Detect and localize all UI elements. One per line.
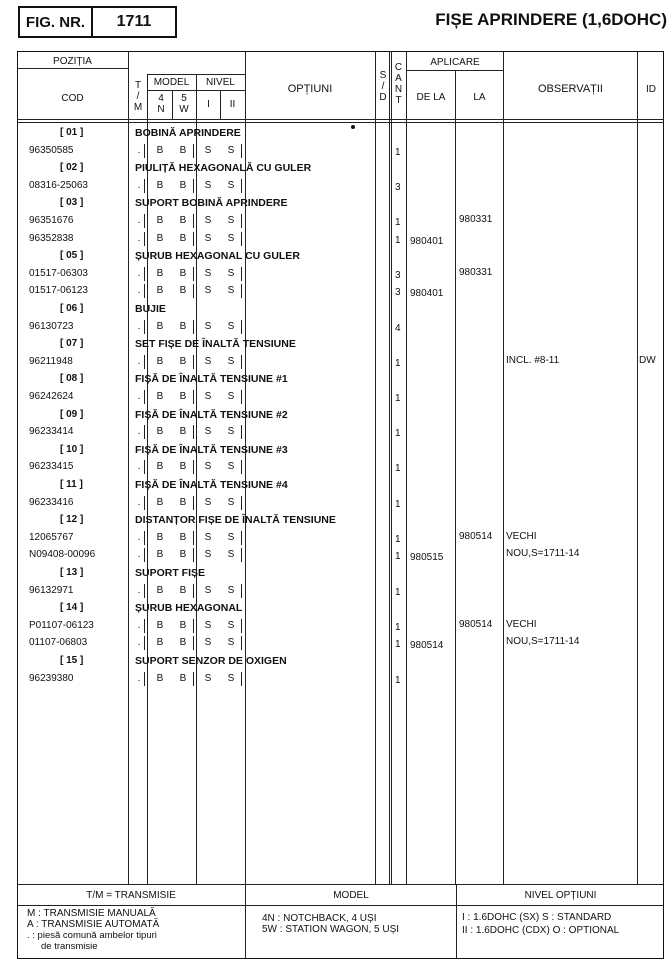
row-divider [241,496,242,510]
section-title: DISTANȚOR FIȘE DE ÎNALTĂ TENSIUNE [135,514,336,526]
section-title: BOBINĂ APRINDERE [135,127,241,139]
row-divider [241,425,242,439]
header-model-4n [150,93,172,115]
header-observatii: OBSERVAȚII [537,83,603,95]
part-code: 96242624 [29,391,74,402]
header-la: LA [473,92,486,103]
row-divider [241,144,242,158]
row-divider [193,672,194,686]
applies-to: 980331 [459,267,493,278]
model-5w-mark: B [179,461,187,472]
nivel-1-mark: S [204,549,212,560]
row-divider [193,619,194,633]
row-divider [193,390,194,404]
scan-dot [351,125,355,129]
model-4n-mark: B [156,145,164,156]
applies-from: 980401 [410,288,444,299]
quantity: 1 [395,622,401,633]
header-tm-slash: / [136,91,140,102]
nivel-1-mark: S [204,268,212,279]
part-code: 01107-06803 [29,637,88,648]
vline-sd-double [389,51,390,884]
header-nivel-2: II [229,99,236,110]
row-divider [193,320,194,334]
tm-mark: . [137,532,141,543]
hline-model-sub [147,90,245,91]
quantity: 1 [395,147,401,158]
quantity: 1 [395,675,401,686]
part-code: N09408-00096 [29,549,96,560]
position-number: [ 03 ] [60,197,84,208]
part-code: 96352838 [29,233,74,244]
row-divider [241,232,242,246]
tm-mark: . [137,215,141,226]
nivel-1-mark: S [204,673,212,684]
model-5w-mark: B [179,285,187,296]
applies-from: 980401 [410,236,444,247]
hline-model-nivel [147,74,245,75]
quantity: 3 [395,182,401,193]
section-title: FIȘĂ DE ÎNALTĂ TENSIUNE #3 [135,444,288,456]
legend-tm-line-1: M : TRANSMISIE MANUALĂ [27,908,156,919]
tm-mark: . [137,620,141,631]
part-code: 96233414 [29,426,74,437]
nivel-1-mark: S [204,285,212,296]
tm-mark: . [137,497,141,508]
legend-model-title: MODEL [333,890,369,901]
nivel-2-mark: S [227,215,235,226]
model-5w-mark: B [179,637,187,648]
nivel-1-mark: S [204,585,212,596]
tm-mark: . [137,356,141,367]
row-divider [241,179,242,193]
position-number: [ 08 ] [60,373,84,384]
section-title: BUJIE [135,303,166,315]
applies-to: 980331 [459,214,493,225]
nivel-2-mark: S [227,532,235,543]
row-divider [193,284,194,298]
nivel-2-mark: S [227,233,235,244]
vline-observatii-left [503,51,504,884]
observation: NOU,S=1711-14 [506,636,580,647]
position-number: [ 14 ] [60,602,84,613]
position-number: [ 12 ] [60,514,84,525]
quantity: 1 [395,499,401,510]
quantity: 4 [395,323,401,334]
tm-mark: . [137,233,141,244]
model-5w-mark: B [179,145,187,156]
fig-number: 1711 [116,13,152,30]
nivel-2-mark: S [227,356,235,367]
model-4n-mark: B [156,356,164,367]
row-divider [193,584,194,598]
model-4n-mark: B [156,673,164,684]
parts-table-frame [17,51,664,959]
row-divider [144,267,145,281]
model-4n-mark: B [156,321,164,332]
id-code: DW [639,355,656,366]
model-4n-mark: B [156,426,164,437]
legend-nivel-line-1: I : 1.6DOHC (SX) S : STANDARD [462,912,612,923]
row-divider [241,672,242,686]
part-code: 12065767 [29,532,74,543]
nivel-2-mark: S [227,585,235,596]
quantity: 3 [395,287,401,298]
header-cant-n: N [394,84,403,95]
row-divider [144,355,145,369]
nivel-1-mark: S [204,497,212,508]
legend-model-line-2: 5W : STATION WAGON, 5 UȘI [262,924,400,935]
model-4n-mark: B [156,637,164,648]
model-5w-mark: B [179,497,187,508]
hline-aplicare [406,70,503,71]
row-divider [241,636,242,650]
position-number: [ 05 ] [60,250,84,261]
section-title: ȘURUB HEXAGONAL CU GULER [135,250,300,262]
header-tm [131,80,145,113]
row-divider [241,460,242,474]
position-number: [ 13 ] [60,567,84,578]
row-divider [241,284,242,298]
header-cant-a: A [395,73,402,84]
row-divider [193,496,194,510]
applies-from: 980515 [410,552,444,563]
applies-from: 980514 [410,640,444,651]
row-divider [144,619,145,633]
legend-tm-line-4: de transmisie [41,941,98,952]
observation: NOU,S=1711-14 [506,548,580,559]
model-5w-mark: B [179,180,187,191]
row-divider [241,584,242,598]
row-divider [144,144,145,158]
model-5w-mark: B [179,356,187,367]
part-code: 96233415 [29,461,74,472]
position-number: [ 01 ] [60,127,84,138]
hline-header-bottom-2 [17,122,664,123]
quantity: 1 [395,551,401,562]
header-model-5w [173,93,195,115]
quantity: 3 [395,270,401,281]
quantity: 1 [395,217,401,228]
fig-number-box [91,6,177,38]
tm-mark: . [137,285,141,296]
vline-optiuni [245,51,246,884]
nivel-2-mark: S [227,673,235,684]
vline-id-left [637,51,638,884]
header-nivel: NIVEL [206,77,235,88]
model-5w-mark: B [179,268,187,279]
row-divider [193,214,194,228]
row-divider [144,672,145,686]
tm-mark: . [137,637,141,648]
vline-cant-left [391,51,392,884]
nivel-2-mark: S [227,620,235,631]
quantity: 1 [395,358,401,369]
row-divider [144,214,145,228]
header-cod: COD [61,93,84,104]
nivel-2-mark: S [227,285,235,296]
row-divider [144,390,145,404]
nivel-1-mark: S [204,180,212,191]
quantity: 1 [395,639,401,650]
legend-tm-title: T/M = TRANSMISIE [86,890,176,901]
header-aplicare: APLICARE [430,57,480,68]
applies-to: 980514 [459,531,493,542]
page-title: FIȘE APRINDERE (1,6DOHC) [435,10,667,29]
nivel-2-mark: S [227,426,235,437]
row-divider [241,355,242,369]
hline-footer-top [17,884,664,885]
applies-to: 980514 [459,619,493,630]
tm-mark: . [137,321,141,332]
row-divider [144,179,145,193]
model-4n-mark: B [156,549,164,560]
tm-mark: . [137,268,141,279]
model-4n-mark: B [156,268,164,279]
header-de-la: DE LA [416,92,446,103]
part-code: 96350585 [29,145,74,156]
part-code: 96351676 [29,215,74,226]
tm-mark: . [137,180,141,191]
header-model: MODEL [153,77,190,88]
header-model-n: N [157,104,165,115]
nivel-2-mark: S [227,180,235,191]
tm-mark: . [137,145,141,156]
model-5w-mark: B [179,215,187,226]
vline-sd-left [375,51,376,884]
observation: INCL. #8-11 [506,355,560,366]
header-nivel-1: I [207,99,210,110]
nivel-2-mark: S [227,321,235,332]
row-divider [144,496,145,510]
row-divider [241,548,242,562]
header-sd-s: S [379,70,387,81]
model-4n-mark: B [156,532,164,543]
header-tm-m: M [133,102,143,113]
header-sd-slash: / [381,81,385,92]
model-5w-mark: B [179,426,187,437]
nivel-2-mark: S [227,268,235,279]
row-divider [144,584,145,598]
nivel-1-mark: S [204,426,212,437]
nivel-2-mark: S [227,497,235,508]
nivel-1-mark: S [204,356,212,367]
part-code: 96211948 [29,356,73,367]
nivel-2-mark: S [227,549,235,560]
header-model-w: W [179,104,189,115]
model-4n-mark: B [156,285,164,296]
section-title: SUPORT FIȘE [135,567,206,579]
row-divider [193,179,194,193]
row-divider [144,232,145,246]
header-cant [392,62,405,106]
nivel-1-mark: S [204,215,212,226]
quantity: 1 [395,428,401,439]
model-4n-mark: B [156,180,164,191]
nivel-2-mark: S [227,637,235,648]
model-5w-mark: B [179,321,187,332]
nivel-2-mark: S [227,391,235,402]
nivel-1-mark: S [204,233,212,244]
header-cant-t: T [395,95,402,106]
nivel-1-mark: S [204,532,212,543]
header-optiuni: OPȚIUNI [287,83,333,95]
row-divider [241,531,242,545]
model-4n-mark: B [156,497,164,508]
position-number: [ 11 ] [60,479,83,490]
model-4n-mark: B [156,585,164,596]
hline-pozitia [17,68,128,69]
nivel-1-mark: S [204,145,212,156]
row-divider [193,144,194,158]
nivel-1-mark: S [204,620,212,631]
quantity: 1 [395,235,401,246]
header-model-4: 4 [158,93,164,104]
model-5w-mark: B [179,549,187,560]
tm-mark: . [137,426,141,437]
legend-model-line-1: 4N : NOTCHBACK, 4 UȘI [262,913,377,924]
position-number: [ 10 ] [60,444,84,455]
tm-mark: . [137,391,141,402]
observation: VECHI [506,619,537,630]
part-code: 01517-06123 [29,285,88,296]
quantity: 1 [395,534,401,545]
header-model-5: 5 [181,93,187,104]
fig-label: FIG. NR. [25,13,86,31]
tm-mark: . [137,549,141,560]
vline-aplicare-left [406,51,407,884]
tm-mark: . [137,461,141,472]
quantity: 1 [395,587,401,598]
section-title: SET FIȘE DE ÎNALTĂ TENSIUNE [135,338,296,350]
header-sd [376,70,390,103]
model-4n-mark: B [156,461,164,472]
tm-mark: . [137,585,141,596]
hline-footer-title [17,905,664,906]
row-divider [193,460,194,474]
row-divider [144,460,145,474]
part-code: P01107-06123 [29,620,94,631]
model-4n-mark: B [156,620,164,631]
section-title: ȘURUB HEXAGONAL [135,602,243,614]
row-divider [144,320,145,334]
row-divider [193,425,194,439]
model-5w-mark: B [179,620,187,631]
nivel-1-mark: S [204,321,212,332]
position-number: [ 06 ] [60,303,84,314]
model-5w-mark: B [179,233,187,244]
section-title: PIULIȚĂ HEXAGONALĂ CU GULER [135,162,312,174]
model-5w-mark: B [179,391,187,402]
row-divider [241,619,242,633]
section-title: SUPORT BOBINĂ APRINDERE [135,197,288,209]
model-4n-mark: B [156,215,164,226]
position-number: [ 07 ] [60,338,84,349]
position-number: [ 09 ] [60,409,84,420]
nivel-1-mark: S [204,637,212,648]
legend-tm-line-2: A : TRANSMISIE AUTOMATĂ [27,919,160,930]
observation: VECHI [506,531,537,542]
row-divider [193,531,194,545]
model-5w-mark: B [179,673,187,684]
row-divider [241,320,242,334]
tm-mark: . [137,673,141,684]
row-divider [144,425,145,439]
row-divider [193,267,194,281]
row-divider [144,636,145,650]
hline-header-bottom [17,119,664,120]
header-tm-t: T [134,80,142,91]
quantity: 1 [395,463,401,474]
section-title: FIȘĂ DE ÎNALTĂ TENSIUNE #1 [135,373,288,385]
model-5w-mark: B [179,532,187,543]
vline-la-left [455,70,456,884]
quantity: 1 [395,393,401,404]
row-divider [193,232,194,246]
row-divider [193,355,194,369]
legend-nivel-title: NIVEL OPȚIUNI [524,890,597,901]
legend-tm-line-3: . : piesă comună ambelor tipuri [27,930,157,941]
part-code: 96239380 [29,673,74,684]
part-code: 01517-06303 [29,268,88,279]
row-divider [241,390,242,404]
section-title: FIȘĂ DE ÎNALTĂ TENSIUNE #2 [135,409,288,421]
nivel-1-mark: S [204,391,212,402]
section-title: FIȘĂ DE ÎNALTĂ TENSIUNE #4 [135,479,288,491]
row-divider [241,214,242,228]
part-code: 96233416 [29,497,74,508]
section-title: SUPORT SENZOR DE OXIGEN [135,655,287,667]
part-code: 08316-25063 [29,180,88,191]
row-divider [144,284,145,298]
row-divider [193,636,194,650]
row-divider [193,548,194,562]
nivel-1-mark: S [204,461,212,472]
position-number: [ 02 ] [60,162,84,173]
nivel-2-mark: S [227,145,235,156]
row-divider [144,548,145,562]
row-divider [241,267,242,281]
model-4n-mark: B [156,233,164,244]
header-pozitia: POZIȚIA [53,56,92,67]
model-5w-mark: B [179,585,187,596]
header-sd-d: D [379,92,387,103]
legend-nivel-line-2: II : 1.6DOHC (CDX) O : OPTIONAL [462,925,620,936]
part-code: 96130723 [29,321,74,332]
vline-cod [128,51,129,884]
nivel-2-mark: S [227,461,235,472]
row-divider [144,531,145,545]
part-code: 96132971 [29,585,74,596]
fig-label-box [18,6,93,38]
header-id: ID [646,84,656,95]
position-number: [ 15 ] [60,655,84,666]
model-4n-mark: B [156,391,164,402]
header-cant-c: C [394,62,403,73]
